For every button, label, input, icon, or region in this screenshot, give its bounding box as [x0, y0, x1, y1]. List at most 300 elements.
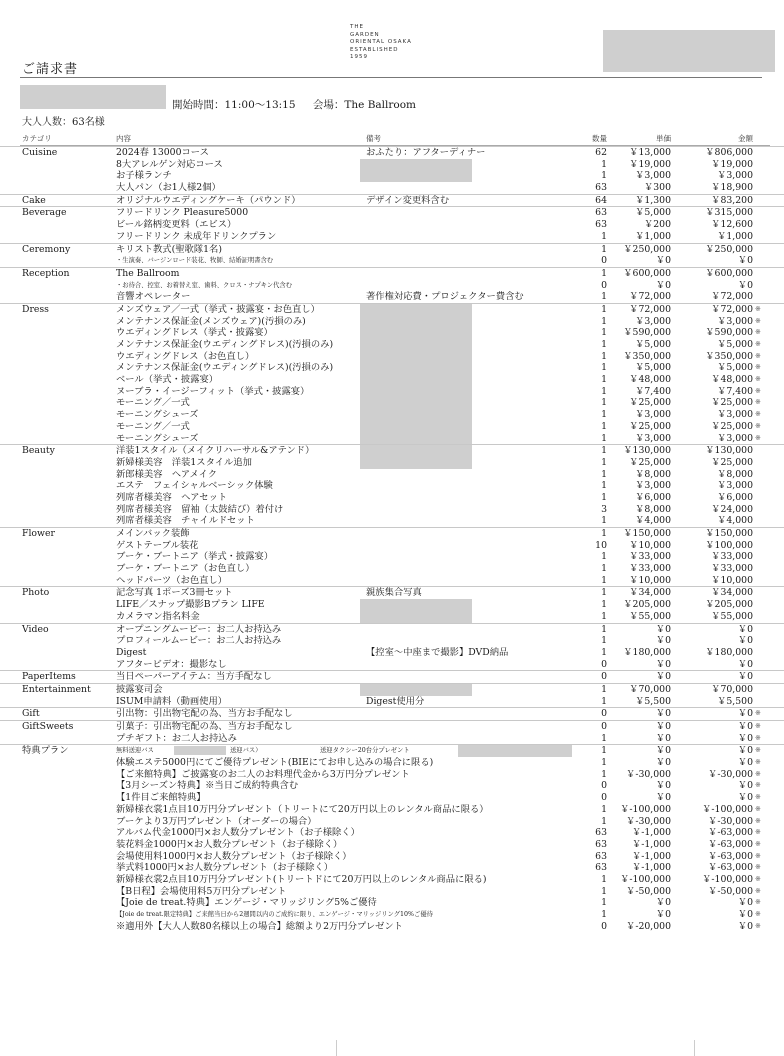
row-item: ウエディングドレス（お色直し） — [116, 350, 255, 362]
row-amount: ￥0 — [737, 708, 753, 720]
row-note-mark: ※ — [755, 781, 761, 790]
redacted-cell — [360, 599, 472, 611]
row-note-mark: ※ — [755, 351, 761, 360]
row-amount: ￥18,900 — [711, 182, 753, 194]
table-row — [0, 851, 784, 863]
row-quantity: 1 — [601, 480, 607, 492]
row-amount: ￥4,000 — [717, 515, 753, 527]
table-row — [0, 504, 784, 516]
row-unit-price: ￥25,000 — [629, 420, 671, 432]
row-item: Digest — [116, 646, 147, 658]
redacted-cell — [360, 409, 472, 421]
row-note-mark: ※ — [755, 386, 761, 395]
redacted-cell — [360, 457, 472, 469]
row-amount: ￥0 — [737, 635, 753, 647]
row-quantity: 1 — [601, 230, 607, 242]
row-quantity: 1 — [601, 745, 607, 757]
row-quantity: 1 — [601, 267, 607, 279]
table-row — [0, 374, 784, 386]
row-unit-price: ￥19,000 — [629, 158, 671, 170]
row-amount: ￥0 — [737, 671, 753, 683]
start-time: 開始時間：11:00～13:15 — [172, 99, 296, 111]
row-quantity: 1 — [601, 397, 607, 409]
row-quantity: 1 — [601, 683, 607, 695]
table-row — [0, 206, 784, 219]
table-row — [0, 351, 784, 363]
row-unit-price: ￥180,000 — [623, 646, 671, 658]
row-item: 音響オペレーター — [116, 291, 191, 303]
row-item: 当日ペーパーアイテム：当方手配なし — [116, 671, 272, 683]
row-quantity: 1 — [601, 885, 607, 897]
row-unit-price: ￥0 — [655, 671, 671, 683]
row-unit-price: ￥-20,000 — [626, 920, 671, 932]
table-row — [0, 480, 784, 492]
row-unit-price: ￥0 — [655, 792, 671, 804]
row-unit-price: ￥0 — [655, 745, 671, 757]
row-unit-price: ￥72,000 — [629, 291, 671, 303]
row-item: 洋装1スタイル（メイクリハーサル&アテンド） — [116, 445, 315, 457]
table-row — [0, 469, 784, 481]
row-item: 【Joie de treat.特典】エンゲージ・マリッジリング5%ご優待 — [116, 897, 377, 909]
table-row — [0, 804, 784, 816]
row-quantity: 10 — [595, 539, 607, 551]
row-amount: ￥48,000 — [711, 374, 753, 386]
row-unit-price: ￥5,000 — [635, 362, 671, 374]
row-unit-price: ￥72,000 — [629, 303, 671, 315]
logo-line: GARDEN — [350, 31, 380, 38]
table-row — [0, 280, 784, 292]
table-row — [0, 551, 784, 563]
row-item: ヌーブラ・イージーフィット（挙式・披露宴） — [116, 385, 310, 397]
table-row — [0, 563, 784, 575]
row-category: Gift — [22, 708, 40, 720]
row-amount: ￥83,200 — [711, 194, 753, 206]
row-amount: ￥19,000 — [711, 158, 753, 170]
row-note-mark: ※ — [755, 839, 761, 848]
header-note: 備考 — [366, 134, 381, 143]
row-amount: ￥0 — [737, 279, 753, 291]
row-item: ※適用外【大人人数80名様以上の場合】総額より2万円分プレゼント — [116, 920, 403, 932]
row-unit-price: ￥-1,000 — [631, 862, 671, 874]
row-amount: ￥350,000 — [705, 350, 753, 362]
row-quantity: 0 — [601, 792, 607, 804]
row-item: モーニング／一式 — [116, 397, 190, 409]
row-item-extra — [170, 745, 261, 757]
row-item: 【ご来館特典】ご披露宴のお二人のお料理代金から3万円分プレゼント — [116, 768, 410, 780]
row-quantity: 0 — [601, 920, 607, 932]
redacted-cell — [360, 159, 472, 171]
row-unit-price: ￥0 — [655, 708, 671, 720]
row-amount: ￥0 — [737, 732, 753, 744]
row-item: カメラマン指名料金 — [116, 610, 200, 622]
table-row — [0, 586, 784, 599]
row-note-mark: ※ — [755, 793, 761, 802]
row-item: ベール（挙式・披露宴） — [116, 374, 219, 386]
table-row — [0, 670, 784, 683]
row-note-mark: ※ — [755, 863, 761, 872]
row-quantity: 1 — [601, 623, 607, 635]
redacted-cell — [360, 386, 472, 398]
table-row — [0, 397, 784, 409]
table-row — [0, 707, 784, 720]
table-row — [0, 792, 784, 804]
table-row — [0, 886, 784, 898]
guest-count: 大人人数：63名様 — [22, 117, 105, 128]
row-amount: ￥8,000 — [717, 468, 753, 480]
row-item: LIFE／スナップ撮影Bプラン LIFE — [116, 599, 265, 611]
row-unit-price: ￥-50,000 — [626, 885, 671, 897]
row-item: 新婦様衣裳2点目10万円分プレゼント(トリートドにて20万円以上のレンタル商品に限る) — [116, 873, 487, 885]
row-note: デザイン変更料含む — [366, 194, 450, 206]
row-amount: ￥33,000 — [711, 563, 753, 575]
row-quantity: 0 — [601, 671, 607, 683]
row-item: 列席者様美容 チャイルドセット — [116, 515, 255, 527]
row-amount: ￥3,000 — [717, 432, 753, 444]
redacted-inline — [174, 746, 226, 755]
row-item: 新郎様美容 ヘアメイク — [116, 468, 218, 480]
row-category: Cuisine — [22, 147, 58, 158]
row-amount: ￥24,000 — [711, 503, 753, 515]
row-quantity: 1 — [601, 528, 607, 539]
table-row — [0, 921, 784, 933]
row-unit-price: ￥33,000 — [629, 563, 671, 575]
table-row — [0, 527, 784, 540]
row-note-mark: ※ — [755, 433, 761, 442]
venue-name: 会場：The Ballroom — [312, 99, 417, 111]
table-row — [0, 159, 784, 171]
row-unit-price: ￥150,000 — [623, 528, 671, 539]
row-quantity: 0 — [601, 780, 607, 792]
table-row — [0, 386, 784, 398]
row-category: Ceremony — [22, 243, 71, 255]
redacted-block-header-right — [603, 30, 775, 72]
row-item: メインバック装飾 — [116, 528, 190, 539]
row-unit-price: ￥205,000 — [623, 599, 671, 611]
row-item: 【1件目ご来館特典】 — [116, 792, 206, 804]
footer-divider — [694, 1040, 695, 1056]
row-amount: ￥5,000 — [717, 339, 753, 350]
row-category: Beverage — [22, 207, 67, 219]
row-quantity: 0 — [601, 279, 607, 291]
row-note-mark: ※ — [755, 375, 761, 384]
row-note: 送迎タクシー20台分プレゼント — [320, 747, 410, 755]
row-unit-price: ￥0 — [655, 255, 671, 267]
row-amount: ￥33,000 — [711, 551, 753, 563]
row-amount: ￥0 — [737, 658, 753, 670]
row-amount: ￥12,600 — [711, 219, 753, 231]
row-amount: ￥5,500 — [717, 695, 753, 707]
row-category: Entertainment — [22, 683, 91, 695]
row-quantity: 1 — [601, 695, 607, 707]
row-amount: ￥-100,000 — [702, 803, 753, 815]
row-quantity: 0 — [601, 658, 607, 670]
row-unit-price: ￥0 — [655, 897, 671, 909]
row-item: アフタービデオ：撮影なし — [116, 658, 227, 670]
row-unit-price: ￥33,000 — [629, 551, 671, 563]
redacted-cell — [458, 745, 572, 757]
row-amount: ￥0 — [737, 920, 753, 932]
row-amount: ￥315,000 — [705, 207, 753, 219]
table-row — [0, 696, 784, 708]
header-total: 金額 — [738, 134, 753, 143]
row-unit-price: ￥-1,000 — [631, 827, 671, 839]
row-amount: ￥205,000 — [705, 599, 753, 611]
row-quantity: 1 — [601, 646, 607, 658]
table-row — [0, 816, 784, 828]
row-quantity: 0 — [601, 721, 607, 732]
row-item: 会場使用料1000円×お人数分プレゼント（お子様除く） — [116, 850, 352, 862]
table-row — [0, 409, 784, 421]
row-item: ビール銘柄変更料（エビス） — [116, 219, 237, 231]
row-amount: ￥-30,000 — [708, 768, 753, 780]
row-amount: ￥180,000 — [705, 646, 753, 658]
invoice-table — [0, 146, 784, 932]
row-category: Beauty — [22, 445, 55, 457]
venue-logo — [350, 24, 412, 62]
redacted-cell — [360, 316, 472, 328]
row-unit-price: ￥8,000 — [635, 503, 671, 515]
table-row — [0, 757, 784, 769]
row-item: ヘッドパーツ（お色直し） — [116, 574, 228, 586]
table-row — [0, 874, 784, 886]
row-amount: ￥72,000 — [711, 291, 753, 303]
row-quantity: 1 — [601, 385, 607, 397]
header-category: カテゴリ — [22, 134, 52, 143]
row-amount: ￥3,000 — [717, 409, 753, 421]
row-item: 引出物：引出物宅配の為、当方お手配なし — [116, 708, 293, 720]
row-amount: ￥0 — [737, 909, 753, 920]
row-unit-price: ￥130,000 — [623, 445, 671, 457]
row-quantity: 1 — [601, 243, 607, 255]
table-row — [0, 219, 784, 231]
row-category: Reception — [22, 267, 70, 279]
row-item: 体験エステ5000円にてご優待プレゼント(BIEにてお申し込みの場合に限る) — [116, 757, 434, 769]
header-item: 内容 — [116, 134, 131, 143]
logo-line: 1959 — [350, 54, 368, 60]
row-category: Flower — [22, 528, 55, 539]
row-item: ISUM申請料（動画使用） — [116, 695, 228, 707]
row-unit-price: ￥200 — [643, 219, 671, 231]
header-qty: 数量 — [592, 134, 607, 143]
row-quantity: 1 — [601, 491, 607, 503]
table-row — [0, 599, 784, 611]
row-amount: ￥-63,000 — [708, 862, 753, 874]
row-amount: ￥25,000 — [711, 420, 753, 432]
row-unit-price: ￥0 — [655, 279, 671, 291]
row-amount: ￥1,000 — [717, 230, 753, 242]
row-item: ブーケ・ブートニア（お色直し） — [116, 563, 255, 575]
row-unit-price: ￥-1,000 — [631, 850, 671, 862]
row-amount: ￥34,000 — [711, 587, 753, 599]
row-category: PaperItems — [22, 671, 76, 683]
row-unit-price: ￥250,000 — [623, 243, 671, 255]
row-note-mark: ※ — [755, 804, 761, 813]
row-quantity: 63 — [595, 219, 607, 231]
row-quantity: 63 — [595, 838, 607, 850]
row-note: 親族集合写真 — [366, 587, 422, 599]
row-quantity: 1 — [601, 158, 607, 170]
row-unit-price: ￥8,000 — [635, 468, 671, 480]
redacted-cell — [360, 611, 472, 623]
row-quantity: 1 — [601, 315, 607, 327]
row-item: ブーケより3万円プレゼント（オーダーの場合） — [116, 815, 317, 827]
row-item: モーニング／一式 — [116, 420, 190, 432]
row-note-mark: ※ — [755, 398, 761, 407]
row-quantity: 1 — [601, 815, 607, 827]
row-quantity: 0 — [601, 255, 607, 267]
row-item: 挙式料1000円×お人数分プレゼント（お子様除く） — [116, 862, 334, 874]
row-unit-price: ￥300 — [643, 182, 671, 194]
row-item: モーニングシューズ — [116, 409, 199, 421]
row-quantity: 1 — [601, 170, 607, 182]
row-amount: ￥72,000 — [711, 303, 753, 315]
row-amount: ￥250,000 — [705, 243, 753, 255]
row-unit-price: ￥0 — [655, 635, 671, 647]
row-unit-price: ￥3,000 — [635, 480, 671, 492]
table-row — [0, 611, 784, 623]
row-amount: ￥0 — [737, 745, 753, 757]
row-unit-price: ￥7,400 — [635, 385, 671, 397]
row-unit-price: ￥34,000 — [629, 587, 671, 599]
row-unit-price: ￥48,000 — [629, 374, 671, 386]
row-amount: ￥3,000 — [717, 170, 753, 182]
table-row — [0, 339, 784, 351]
row-item: 2024春 13000コース — [116, 147, 209, 158]
row-unit-price: ￥-100,000 — [620, 873, 671, 885]
row-quantity: 1 — [601, 303, 607, 315]
row-quantity: 1 — [601, 362, 607, 374]
row-amount: ￥0 — [737, 757, 753, 769]
redacted-cell — [360, 362, 472, 374]
table-row — [0, 362, 784, 374]
row-quantity: 1 — [601, 339, 607, 350]
row-unit-price: ￥5,000 — [635, 207, 671, 219]
redacted-cell — [360, 433, 472, 445]
row-amount: ￥-63,000 — [708, 827, 753, 839]
row-amount: ￥-63,000 — [708, 838, 753, 850]
row-amount: ￥7,400 — [717, 385, 753, 397]
row-item: キリスト教式(聖歌隊1名) — [116, 243, 222, 255]
row-amount: ￥10,000 — [711, 574, 753, 586]
row-item: プチギフト：お二人お持込み — [116, 732, 237, 744]
table-row — [0, 635, 784, 647]
row-amount: ￥-100,000 — [702, 873, 753, 885]
row-quantity: 1 — [601, 897, 607, 909]
row-unit-price: ￥10,000 — [629, 574, 671, 586]
row-item-suffix: 送迎バス） — [230, 747, 262, 755]
row-note-mark: ※ — [755, 910, 761, 918]
row-amount: ￥70,000 — [711, 683, 753, 695]
row-quantity: 1 — [601, 803, 607, 815]
row-note: おふたり：アフターディナー — [366, 147, 486, 158]
row-amount: ￥-63,000 — [708, 850, 753, 862]
redacted-cell — [360, 339, 472, 351]
row-item: 無料送迎バス — [116, 747, 154, 755]
row-unit-price: ￥350,000 — [623, 350, 671, 362]
row-quantity: 1 — [601, 432, 607, 444]
row-unit-price: ￥0 — [655, 909, 671, 920]
row-item: ウエディングドレス（挙式・披露宴） — [116, 327, 273, 339]
row-item: ブーケ・ブートニア（挙式・披露宴） — [116, 551, 274, 563]
row-quantity: 1 — [601, 768, 607, 780]
row-unit-price: ￥0 — [655, 658, 671, 670]
row-item: 引菓子：引出物宅配の為、当方お手配なし — [116, 721, 293, 732]
table-row — [0, 540, 784, 552]
redacted-cell — [360, 170, 472, 182]
row-note-mark: ※ — [755, 709, 761, 718]
row-note-mark: ※ — [755, 769, 761, 778]
row-note: 著作権対応費・プロジェクター費含む — [366, 291, 524, 303]
redacted-cell — [360, 304, 472, 316]
row-item: 新婦様衣裳1点目10万円分プレゼント（トリートにて20万円以上のレンタル商品に限る） — [116, 803, 489, 815]
table-row — [0, 170, 784, 182]
row-quantity: 1 — [601, 574, 607, 586]
row-quantity: 1 — [601, 610, 607, 622]
table-row — [0, 744, 784, 757]
row-unit-price: ￥0 — [655, 732, 671, 744]
table-row — [0, 647, 784, 659]
row-unit-price: ￥3,000 — [635, 170, 671, 182]
row-quantity: 1 — [601, 563, 607, 575]
row-amount: ￥0 — [737, 721, 753, 732]
row-unit-price: ￥5,500 — [635, 695, 671, 707]
row-quantity: 64 — [595, 194, 607, 206]
row-amount: ￥0 — [737, 255, 753, 267]
row-note-mark: ※ — [755, 363, 761, 372]
row-item: メンテナンス保証金(メンズウェア)(汚損のみ) — [116, 315, 306, 327]
row-item: ・生演奏、バージンロード装花、牧師、結婚証明書含む — [116, 257, 274, 265]
row-quantity: 1 — [601, 468, 607, 480]
row-quantity: 1 — [601, 374, 607, 386]
row-item: 列席者様美容 ヘアセット — [116, 491, 228, 503]
logo-line: ORIENTAL OSAKA — [350, 39, 412, 45]
row-unit-price: ￥1,300 — [635, 194, 671, 206]
row-quantity: 63 — [595, 182, 607, 194]
row-note-mark: ※ — [755, 758, 761, 767]
row-amount: ￥3,000 — [717, 315, 753, 327]
row-category: Photo — [22, 587, 50, 599]
row-item: エステ フェイシャルベーシック体験 — [116, 480, 273, 492]
row-note: 【控室～中座まで撮影】DVD納品 — [366, 646, 509, 658]
table-row — [0, 659, 784, 671]
row-item: フリードリンク Pleasure5000 — [116, 207, 249, 219]
table-row — [0, 862, 784, 874]
row-unit-price: ￥4,000 — [635, 515, 671, 527]
row-item: 8大アレルゲン対応コース — [116, 158, 223, 170]
row-quantity: 63 — [595, 207, 607, 219]
row-unit-price: ￥590,000 — [623, 327, 671, 339]
row-quantity: 63 — [595, 850, 607, 862]
row-item: モーニングシューズ — [116, 432, 199, 444]
row-quantity: 1 — [601, 551, 607, 563]
row-quantity: 63 — [595, 862, 607, 874]
row-quantity: 1 — [601, 456, 607, 468]
row-item: 披露宴司会 — [116, 683, 163, 695]
redacted-cell — [360, 397, 472, 409]
table-row — [0, 780, 784, 792]
row-item: オリジナルウエディングケーキ（パウンド） — [116, 194, 301, 206]
row-unit-price: ￥0 — [655, 780, 671, 792]
table-row — [0, 444, 784, 457]
row-amount: ￥6,000 — [717, 491, 753, 503]
row-amount: ￥5,000 — [717, 362, 753, 374]
table-row — [0, 827, 784, 839]
row-item: 新婦様美容 洋装1スタイル追加 — [116, 456, 252, 468]
row-amount: ￥100,000 — [705, 539, 753, 551]
table-row — [0, 421, 784, 433]
logo-line: ESTABLISHED — [350, 46, 399, 53]
table-row — [0, 327, 784, 339]
